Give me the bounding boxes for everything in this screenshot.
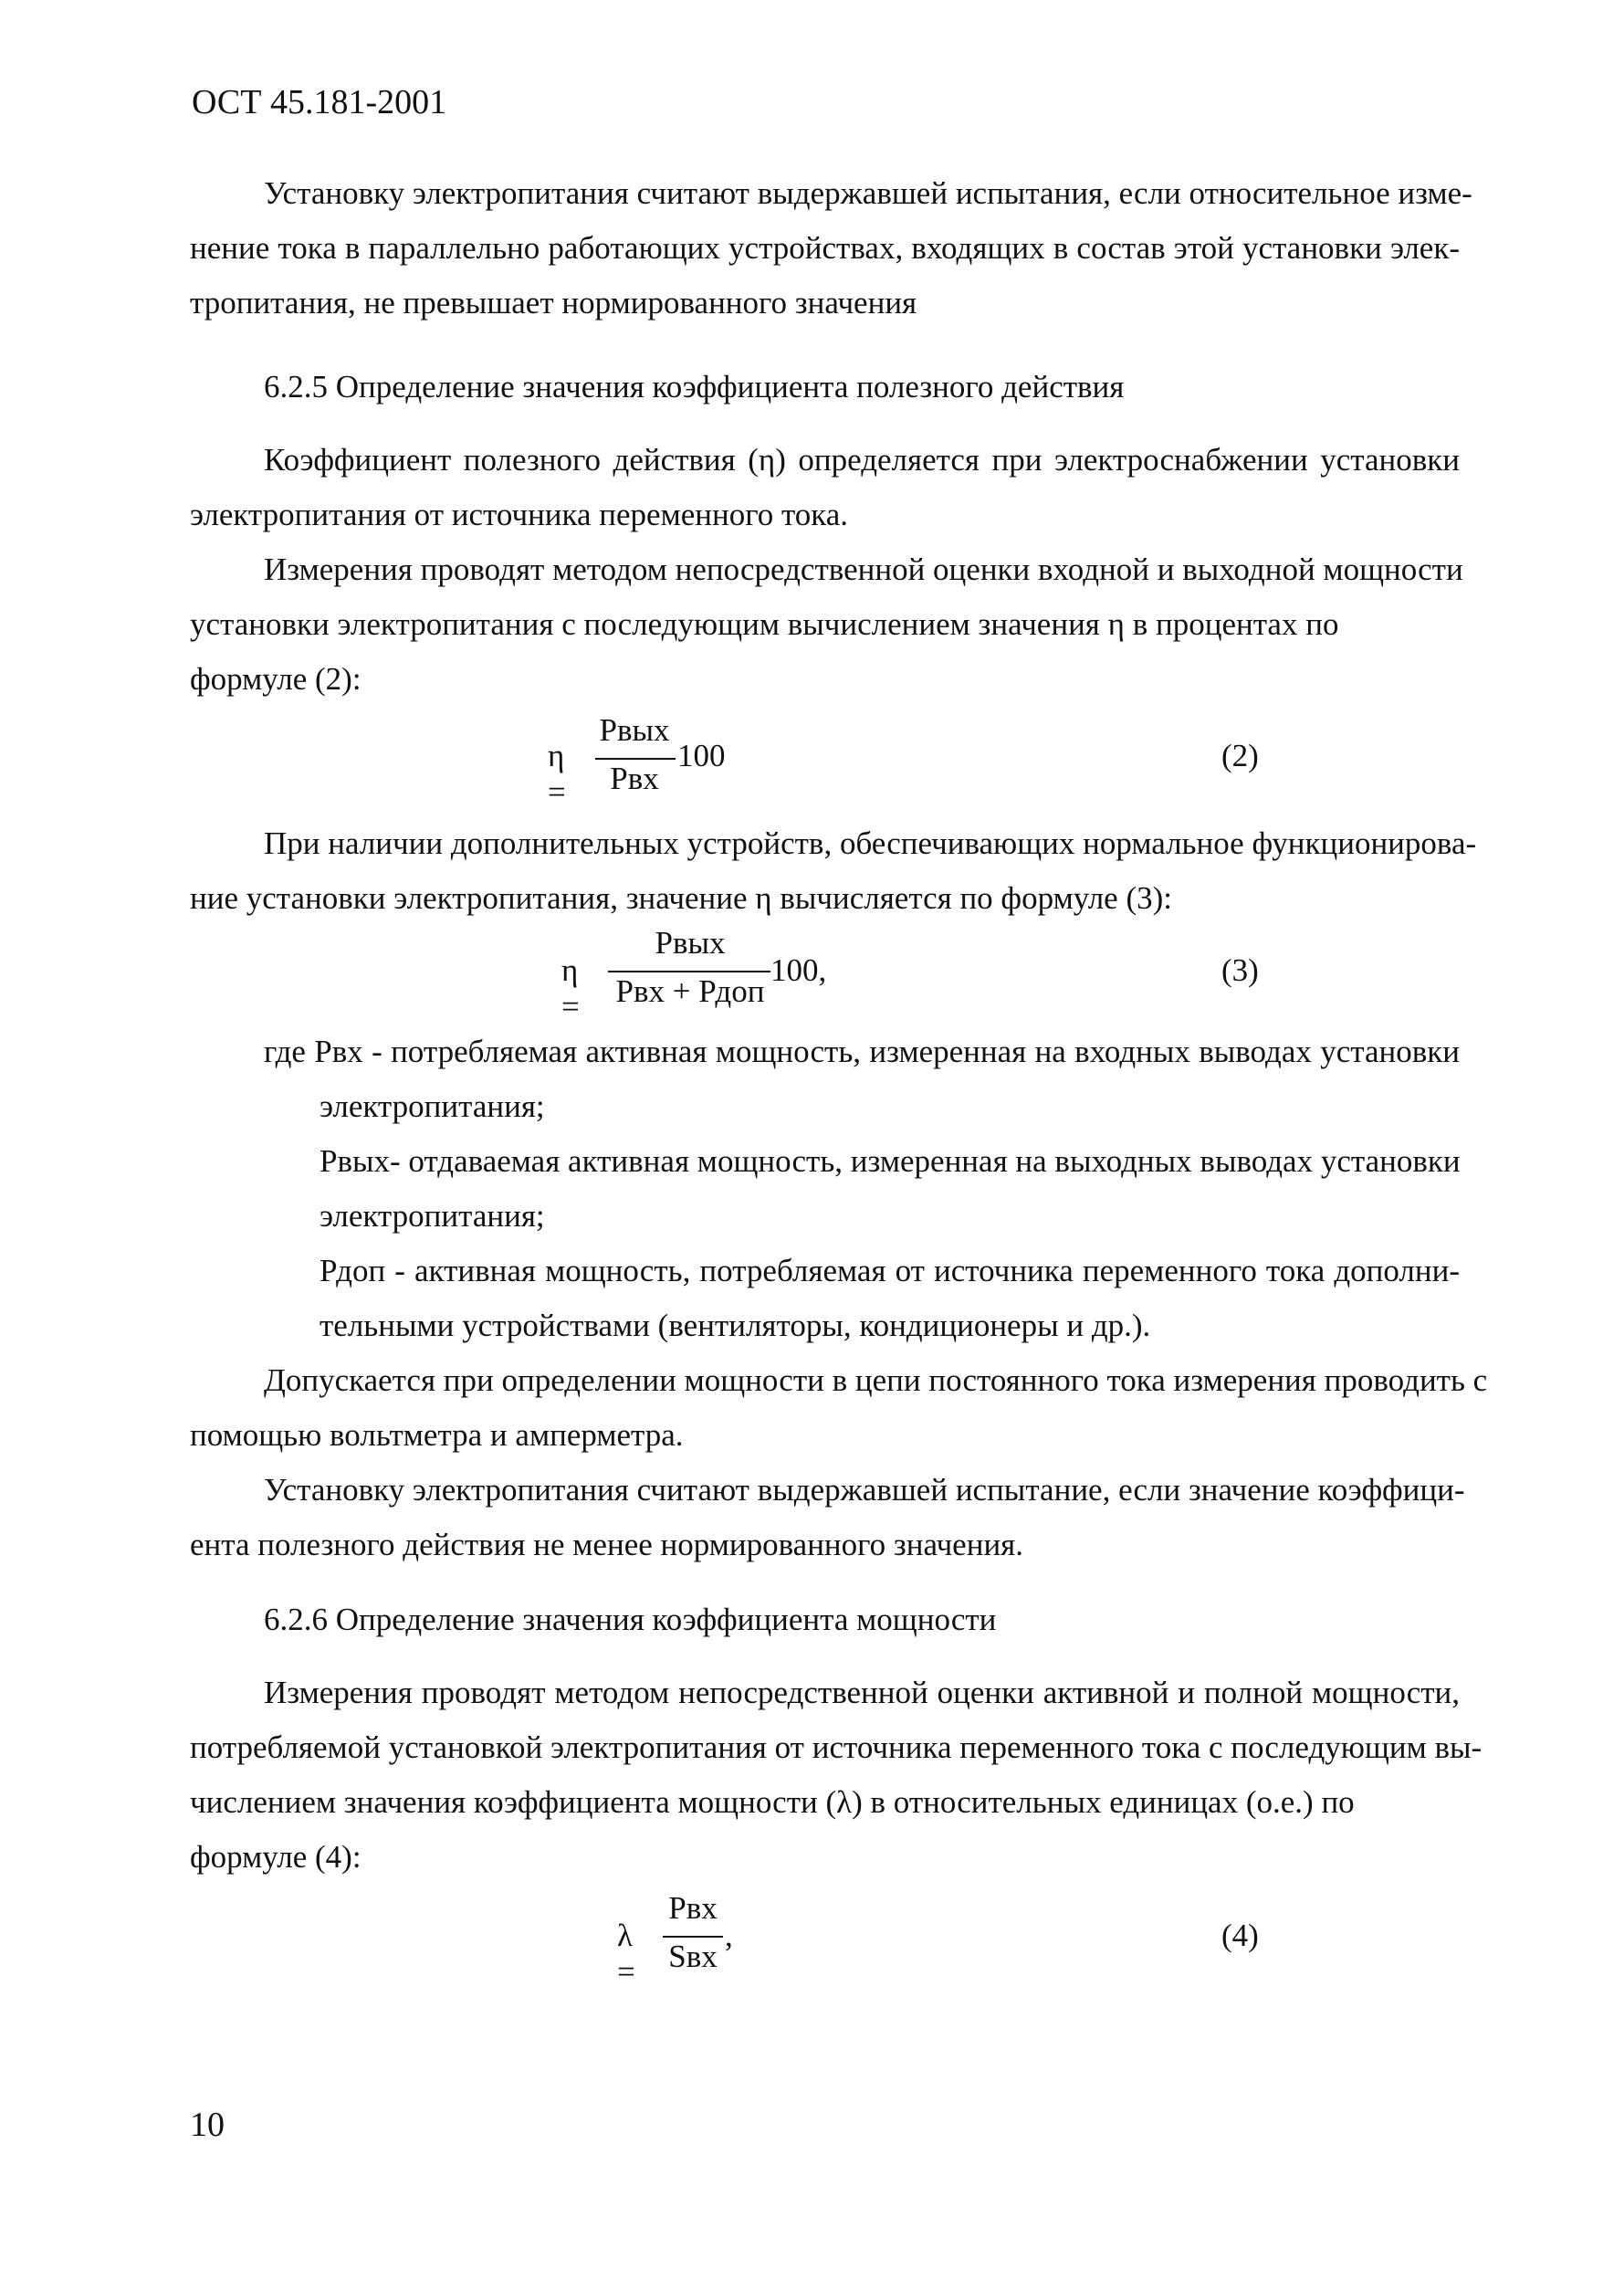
paragraph-line: формуле (4): bbox=[190, 1839, 361, 1875]
formula-denominator: Рвх + Рдоп bbox=[615, 973, 765, 1009]
paragraph-line: ента полезного действия не менее нормированного значения. bbox=[190, 1527, 1024, 1562]
paragraph-line: Измерения проводят методом непосредственной оценки активной и полной мощности, bbox=[264, 1675, 1460, 1710]
paragraph-line: числением значения коэффициента мощности (λ) в относительных единицах (о.е.) по bbox=[190, 1784, 1355, 1820]
definition-line: тельными устройствами (вентиляторы, кондиционеры и др.). bbox=[320, 1308, 1151, 1343]
page-number: 10 bbox=[190, 2106, 225, 2144]
fraction-bar bbox=[595, 758, 676, 760]
paragraph-line: нение тока в параллельно работающих устройствах, входящих в состав этой установки элек- bbox=[190, 230, 1460, 266]
equation-number-3: (3) bbox=[1221, 952, 1259, 988]
paragraph-line: электропитания от источника переменного тока. bbox=[190, 497, 849, 532]
formula-tail: 100 bbox=[677, 738, 726, 773]
formula-tail: 100, bbox=[770, 952, 827, 988]
paragraph-line: Установку электропитания считают выдержавшей испытания, если относительное изме- bbox=[264, 175, 1472, 211]
definition-line: где Рвх - потребляемая активная мощность, измеренная на входных выводах установки bbox=[264, 1034, 1460, 1069]
paragraph-line: Коэффициент полезного действия (η) определяется при электроснабжении установки bbox=[264, 442, 1460, 478]
paragraph-line: Измерения проводят методом непосредственной оценки входной и выходной мощности bbox=[264, 552, 1463, 587]
formula-numerator: Рвх bbox=[668, 1890, 718, 1926]
equation-number-4: (4) bbox=[1221, 1918, 1259, 1953]
definition-line: Рдоп - активная мощность, потребляемая от источника переменного тока дополни- bbox=[320, 1253, 1460, 1288]
paragraph-line: тропитания, не превышает нормированного значения bbox=[190, 285, 917, 321]
section-heading-6-2-5: 6.2.5 Определение значения коэффициента полезного действия bbox=[264, 369, 1125, 405]
definition-line: электропитания; bbox=[320, 1088, 545, 1124]
formula-lhs: λ = bbox=[617, 1918, 635, 1990]
paragraph-line: установки электропитания с последующим вычислением значения η в процентах по bbox=[190, 606, 1339, 642]
formula-denominator: Sвх bbox=[668, 1939, 718, 1974]
fraction-bar bbox=[663, 1936, 723, 1938]
formula-lhs: η = bbox=[561, 952, 580, 1025]
paragraph-line: Установку электропитания считают выдержавшей испытание, если значение коэффици- bbox=[264, 1472, 1465, 1508]
definition-line: Рвых- отдаваемая активная мощность, измеренная на выходных выводах установки bbox=[320, 1143, 1461, 1179]
formula-lhs: η = bbox=[548, 738, 566, 810]
paragraph-line: помощью вольтметра и амперметра. bbox=[190, 1417, 684, 1453]
formula-numerator: Рвых bbox=[655, 925, 726, 961]
definition-line: электропитания; bbox=[320, 1198, 545, 1234]
paragraph-line: формуле (2): bbox=[190, 661, 361, 697]
equation-number-2: (2) bbox=[1221, 738, 1259, 773]
paragraph-line: потребляемой установкой электропитания от источника переменного тока с последующим вы- bbox=[190, 1729, 1483, 1765]
formula-numerator: Рвых bbox=[599, 712, 670, 748]
paragraph-line: ние установки электропитания, значение η вычисляется по формуле (3): bbox=[190, 880, 1172, 916]
formula-tail: , bbox=[725, 1918, 733, 1953]
document-code: ОСТ 45.181-2001 bbox=[192, 83, 447, 121]
paragraph-line: Допускается при определении мощности в цепи постоянного тока измерения проводить с bbox=[264, 1362, 1488, 1398]
paragraph-line: При наличии дополнительных устройств, обеспечивающих нормальное функционирова- bbox=[264, 825, 1477, 861]
section-heading-6-2-6: 6.2.6 Определение значения коэффициента мощности bbox=[264, 1602, 997, 1637]
fraction-bar bbox=[608, 971, 770, 972]
formula-denominator: Рвх bbox=[610, 761, 659, 796]
